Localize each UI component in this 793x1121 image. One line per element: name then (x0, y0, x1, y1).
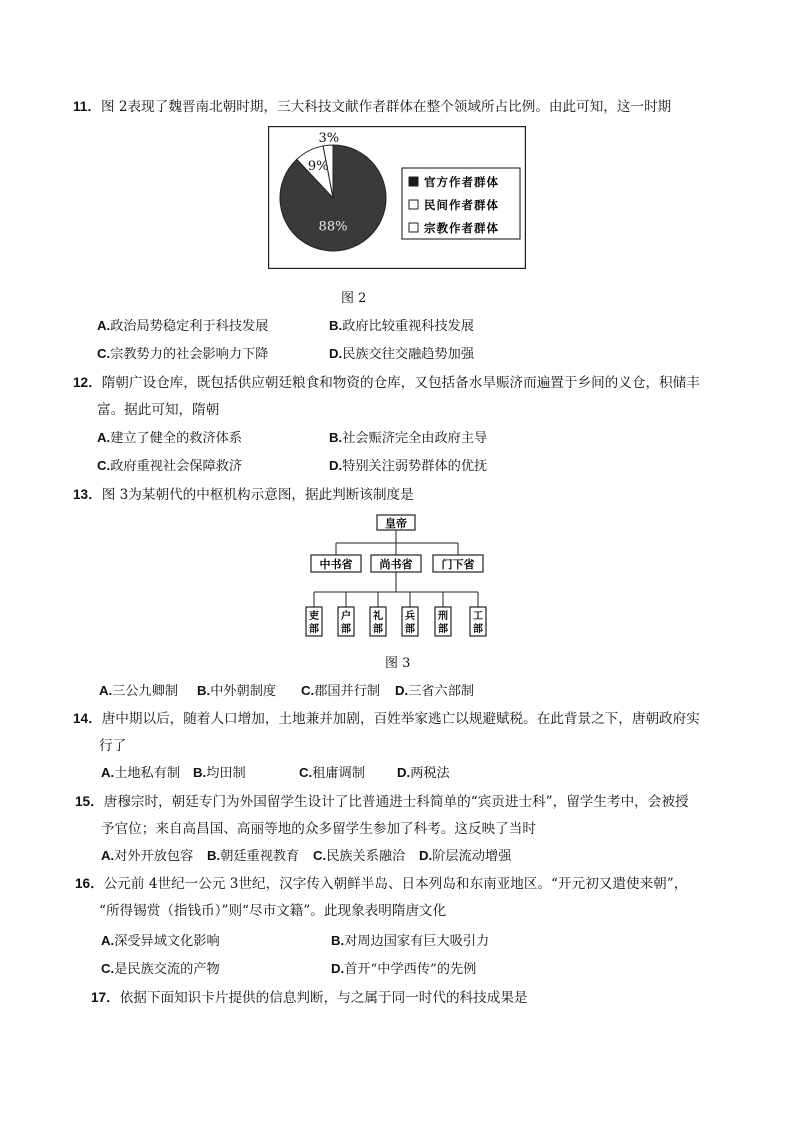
question-text: 唐穆宗时，朝廷专门为外国留学生设计了比普通进士科简单的“宾贡进士科”，留学生考中，会被授 (103, 794, 689, 810)
svg-text:部: 部 (309, 624, 319, 635)
option-d[interactable]: D.特别关注弱势群体的优抚 (329, 458, 488, 474)
pie-value-label: 3% (318, 131, 340, 147)
ministry-node-6 (470, 607, 486, 636)
option-a[interactable]: A.对外开放包容 (101, 848, 194, 864)
question-15-stem-line-2: 予官位；来自高昌国、高丽等地的众多留学生参加了科考。这反映了当时 (101, 821, 536, 837)
option-d[interactable]: D.阶层流动增强 (419, 848, 512, 864)
question-13-stem (73, 483, 414, 503)
svg-text:礼: 礼 (373, 611, 383, 622)
svg-text:部: 部 (405, 624, 415, 635)
option-b[interactable]: B.社会赈济完全由政府主导 (329, 430, 488, 446)
question-12-stem-line-2: 富。据此可知，隋朝 (97, 402, 220, 418)
legend-label: 官方作者群体 (424, 175, 499, 189)
option-c[interactable]: C.民族关系融洽 (313, 848, 406, 864)
option-a[interactable]: A.深受异域文化影响 (101, 933, 220, 949)
question-text: 唐中期以后，随着人口增加，土地兼并加剧，百姓举家逃亡以规避赋税。在此背景之下，唐朝政府实 (101, 711, 700, 727)
middle-node-3 (433, 555, 483, 572)
option-a[interactable]: A.建立了健全的救济体系 (97, 430, 243, 446)
option-a[interactable]: A.土地私有制 (101, 765, 181, 781)
question-text: 图 2表现了魏晋南北朝时期，三大科技文献作者群体在整个领域所占比例。由此可知，这一时期 (100, 99, 672, 115)
option-c[interactable]: C.宗教势力的社会影响力下降 (97, 346, 269, 362)
top-node-label: 皇帝 (385, 517, 407, 530)
figure-3-caption: 图 3 (385, 656, 411, 671)
option-d[interactable]: D.两税法 (397, 765, 450, 781)
option-a[interactable]: A.三公九卿制 (99, 683, 179, 699)
middle-node-label: 中书省 (319, 558, 353, 571)
legend-swatch (409, 223, 418, 232)
ministry-node-5 (435, 607, 451, 636)
pie-value-label: 9% (307, 159, 329, 175)
option-b[interactable]: B.对周边国家有巨大吸引力 (331, 933, 490, 949)
legend-label: 民间作者群体 (424, 198, 499, 212)
svg-text:工: 工 (473, 611, 483, 622)
question-text: 依据下面知识卡片提供的信息判断，与之属于同一时代的科技成果是 (119, 990, 528, 1006)
option-b[interactable]: B.朝廷重视教育 (207, 848, 300, 864)
svg-text:兵: 兵 (405, 611, 415, 622)
option-d[interactable]: D.首开“中学西传”的先例 (331, 961, 477, 977)
option-b[interactable]: B.中外朝制度 (197, 683, 277, 699)
svg-text:吏: 吏 (309, 611, 319, 622)
org-diagram-svg (300, 510, 495, 642)
option-d[interactable]: D.三省六部制 (395, 683, 475, 699)
question-number: 17． (91, 990, 120, 1005)
figure-2-pie-chart (268, 126, 526, 269)
option-c[interactable]: C.租庸调制 (299, 765, 365, 781)
question-14-stem (73, 707, 700, 727)
legend-swatch (409, 177, 418, 186)
question-11-stem (73, 95, 671, 115)
top-node (377, 515, 415, 530)
ministry-node-3 (370, 607, 386, 636)
option-c[interactable]: C.郡国并行制 (301, 683, 381, 699)
question-16-stem-line-2: “所得锡赏（指钱币）”则“尽市文籍”。此现象表明隋唐文化 (99, 903, 447, 919)
question-text: 图 3为某朝代的中枢机构示意图，据此判断该制度是 (101, 487, 414, 503)
ministry-node-1 (306, 607, 322, 636)
question-number: 12． (73, 375, 102, 390)
figure-2-caption: 图 2 (341, 291, 367, 306)
option-c[interactable]: C.是民族交流的产物 (101, 961, 220, 977)
pie-value-label: 88% (318, 219, 348, 235)
question-number: 16． (75, 876, 104, 891)
option-d[interactable]: D.民族交往交融趋势加强 (329, 346, 475, 362)
question-text: 公元前 4世纪一公元 3世纪，汉字传入朝鲜半岛、日本列岛和东南亚地区。“开元初又遣使来朝”， (103, 876, 688, 892)
middle-node-2 (371, 555, 421, 572)
pie-chart-svg (268, 126, 526, 269)
question-15-stem (75, 790, 689, 810)
svg-text:部: 部 (341, 624, 351, 635)
ministry-node-4 (402, 607, 418, 636)
svg-text:部: 部 (373, 624, 383, 635)
question-number: 15． (75, 794, 104, 809)
question-16-stem (75, 872, 687, 892)
question-text: 隋朝广设仓库，既包括供应朝廷粮食和物资的仓库，又包括备水旱赈济而遍置于乡间的义仓，积储丰 (101, 375, 700, 391)
svg-text:户: 户 (341, 611, 351, 622)
question-number: 11． (73, 99, 101, 114)
middle-node-1 (311, 555, 361, 572)
figure-3-org-diagram (300, 510, 495, 642)
pie-slice-1 (280, 145, 386, 251)
question-number: 13． (73, 487, 102, 502)
option-a[interactable]: A.政治局势稳定利于科技发展 (97, 318, 269, 334)
option-b[interactable]: B.政府比较重视科技发展 (329, 318, 475, 334)
question-number: 14． (73, 711, 102, 726)
ministry-node-2 (338, 607, 354, 636)
middle-node-label: 尚书省 (379, 558, 413, 571)
option-c[interactable]: C.政府重视社会保障救济 (97, 458, 243, 474)
option-b[interactable]: B.均田制 (193, 765, 246, 781)
svg-text:刑: 刑 (438, 611, 448, 622)
svg-text:部: 部 (473, 624, 483, 635)
legend-swatch (409, 200, 418, 209)
legend-label: 宗教作者群体 (424, 221, 499, 235)
svg-text:部: 部 (438, 624, 448, 635)
middle-node-label: 门下省 (441, 558, 475, 571)
question-17-stem (91, 986, 528, 1006)
question-12-stem (73, 371, 700, 391)
question-14-stem-line-2: 行了 (99, 738, 127, 754)
